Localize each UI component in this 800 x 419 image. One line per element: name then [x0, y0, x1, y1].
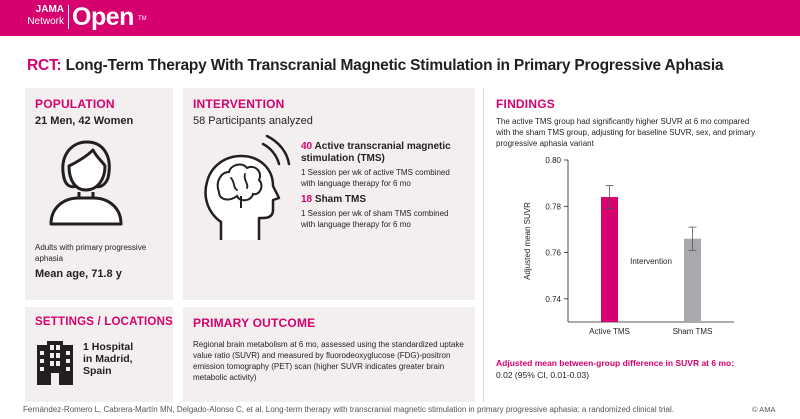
x-tick-label: Active TMS — [589, 327, 630, 336]
sham-group-desc-line2: with language therapy for 6 mo — [301, 220, 411, 229]
logo-trademark: TM — [138, 16, 147, 22]
suvr-bar-chart — [484, 152, 774, 356]
bar-sham-tms — [684, 239, 701, 322]
intervention-panel — [183, 88, 475, 300]
outcome-heading: PRIMARY OUTCOME — [193, 316, 316, 330]
population-desc-line1: Adults with primary progressive — [35, 243, 147, 252]
settings-line3: Spain — [83, 365, 112, 377]
population-panel — [25, 88, 173, 300]
findings-heading: FINDINGS — [496, 97, 555, 111]
y-axis-label: Adjusted mean SUVR — [523, 202, 532, 280]
outcome-line-4: metabolic activity) — [193, 373, 257, 382]
sham-group-desc-line1: 1 Session per wk of sham TMS combined — [301, 209, 449, 218]
adjusted-difference-label: Adjusted mean between-group difference in SUVR at 6 mo: — [496, 358, 735, 368]
y-tick-label: 0.78 — [545, 202, 561, 212]
sham-group-label-line — [301, 194, 366, 206]
outcome-line-1: Regional brain metabolism at 6 mo, assessed using the standardized uptake — [193, 340, 464, 349]
active-group-desc-line1: 1 Session per wk of active TMS combined — [301, 168, 450, 177]
population-mean-age: Mean age, 71.8 y — [35, 268, 122, 280]
findings-line-1: The active TMS group had significantly higher SUVR at 6 mo compared — [496, 117, 750, 126]
title-text: Long-Term Therapy With Transcranial Magnetic Stimulation in Primary Progressive Aphasia — [65, 57, 724, 74]
outcome-panel — [183, 307, 475, 402]
active-group-label-line2: stimulation (TMS) — [301, 153, 385, 164]
outcome-line-2: value ratio (SUVR) and measured by fluorodeoxyglucose (FDG)-positron — [193, 351, 451, 360]
population-summary: 21 Men, 42 Women — [35, 115, 134, 127]
title-prefix: RCT: — [27, 57, 62, 74]
population-desc-line2: aphasia — [35, 254, 64, 263]
person-icon — [39, 136, 131, 228]
active-group-count: 40 — [301, 141, 313, 152]
head-brain-icon — [197, 132, 297, 244]
copyright-text: © AMA — [752, 405, 776, 414]
logo-jama-text: JAMA — [35, 4, 64, 15]
active-group-label: Active transcranial magnetic — [314, 141, 451, 152]
population-heading: POPULATION — [35, 97, 115, 111]
intervention-participants: 58 Participants analyzed — [193, 115, 313, 127]
bar-active-tms — [601, 197, 618, 322]
active-group-label-line1 — [301, 141, 451, 153]
settings-panel — [25, 307, 173, 402]
adjusted-difference-value: 0.02 (95% CI, 0.01-0.03) — [496, 370, 590, 380]
logo-network-text: Network — [27, 16, 64, 27]
findings-line-3: progressive aphasia variant — [496, 139, 594, 148]
settings-line1: 1 Hospital — [83, 341, 134, 353]
settings-heading: SETTINGS / LOCATIONS — [35, 316, 173, 328]
y-tick-label: 0.76 — [545, 248, 561, 258]
sham-group-count: 18 — [301, 194, 313, 205]
findings-section — [483, 88, 773, 402]
building-icon — [35, 341, 75, 387]
y-tick-label: 0.74 — [545, 294, 561, 304]
intervention-heading: INTERVENTION — [193, 97, 285, 111]
outcome-line-3: emission tomography (PET) scan (higher SUVR indicates greater brain — [193, 362, 445, 371]
sham-group-label: Sham TMS — [314, 194, 367, 205]
active-group-desc-line2: with language therapy for 6 mo — [301, 179, 411, 188]
citation-text: Fernández-Romero L, Cabrera-Martín MN, Delgado-Alonso C, et al. Long-term therapy with transcranial magnetic stimulation in primary progressive aphasia: a randomized clinical trial. — [23, 405, 674, 414]
header-bar — [0, 0, 800, 36]
x-tick-label: Sham TMS — [672, 327, 713, 336]
findings-line-2: with the sham TMS group, adjusting for baseline SUVR, sex, and primary — [496, 128, 756, 137]
logo-divider — [68, 5, 69, 29]
x-axis-label: Intervention — [630, 257, 672, 266]
y-tick-label: 0.80 — [545, 156, 561, 165]
page-title — [27, 57, 723, 75]
logo-open-text: Open — [72, 3, 134, 31]
settings-line2: in Madrid, — [83, 353, 133, 365]
